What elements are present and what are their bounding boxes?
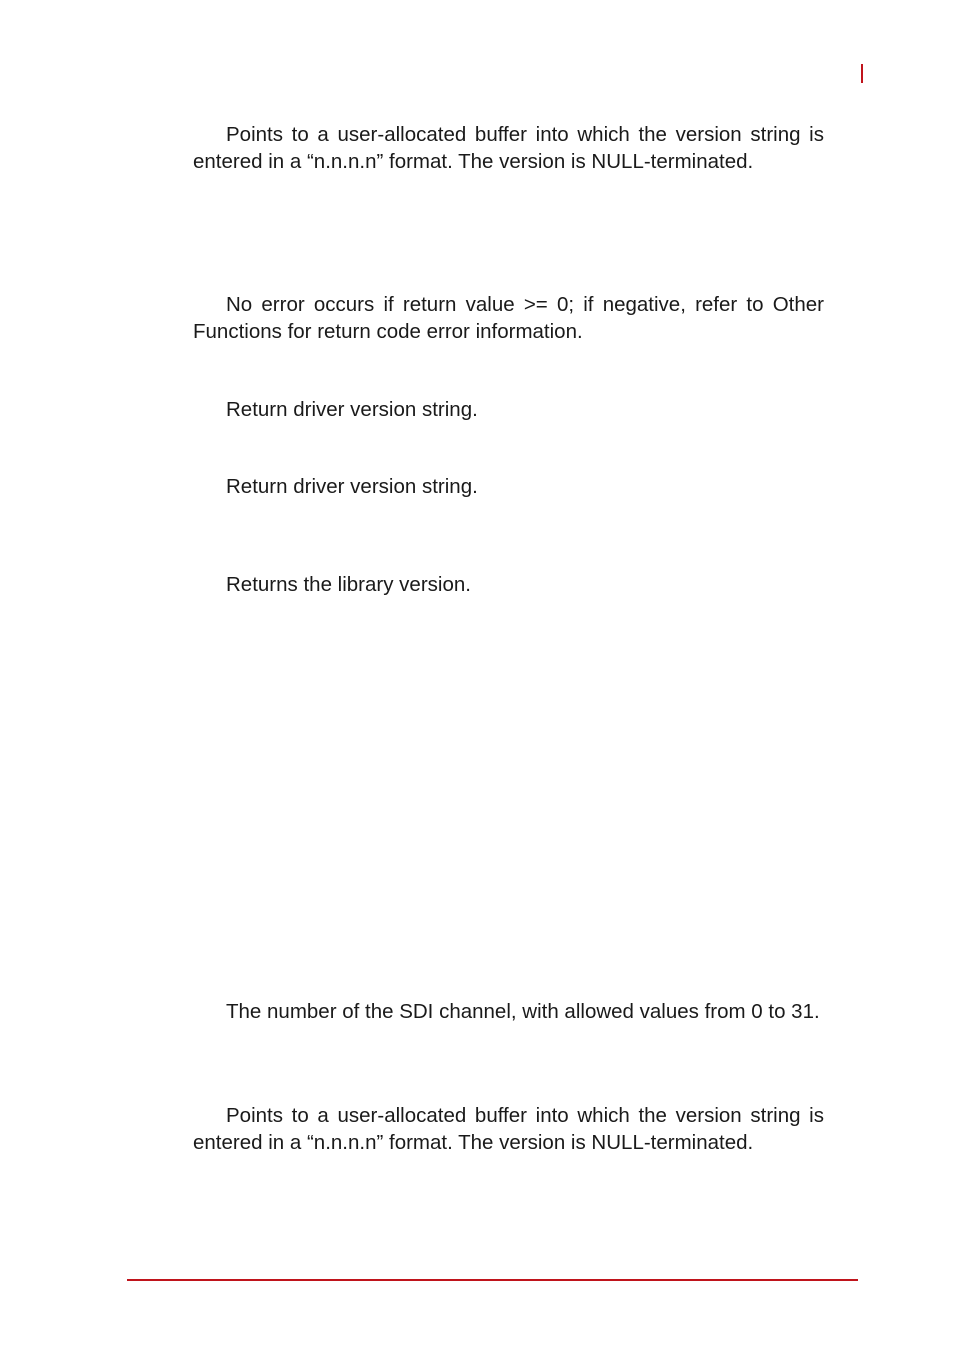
paragraph-sdi-channel: The number of the SDI channel, with allowed values from 0 to 31.	[226, 1000, 820, 1023]
paragraph-version-buffer-2: Points to a user-allocated buffer into which the version string is entered in a “n.n.n.n” format. The version is NULL-terminated.	[193, 1104, 824, 1154]
header-accent-bar	[861, 64, 863, 83]
paragraph-return-value: No error occurs if return value >= 0; if negative, refer to Other Functions for return code error information.	[193, 293, 824, 343]
footer-rule	[127, 1279, 858, 1281]
paragraph-driver-version-2: Return driver version string.	[226, 475, 478, 498]
paragraph-library-version: Returns the library version.	[226, 573, 471, 596]
paragraph-driver-version: Return driver version string.	[226, 398, 478, 421]
paragraph-version-buffer: Points to a user-allocated buffer into which the version string is entered in a “n.n.n.n” format. The version is NULL-terminated.	[193, 123, 824, 173]
